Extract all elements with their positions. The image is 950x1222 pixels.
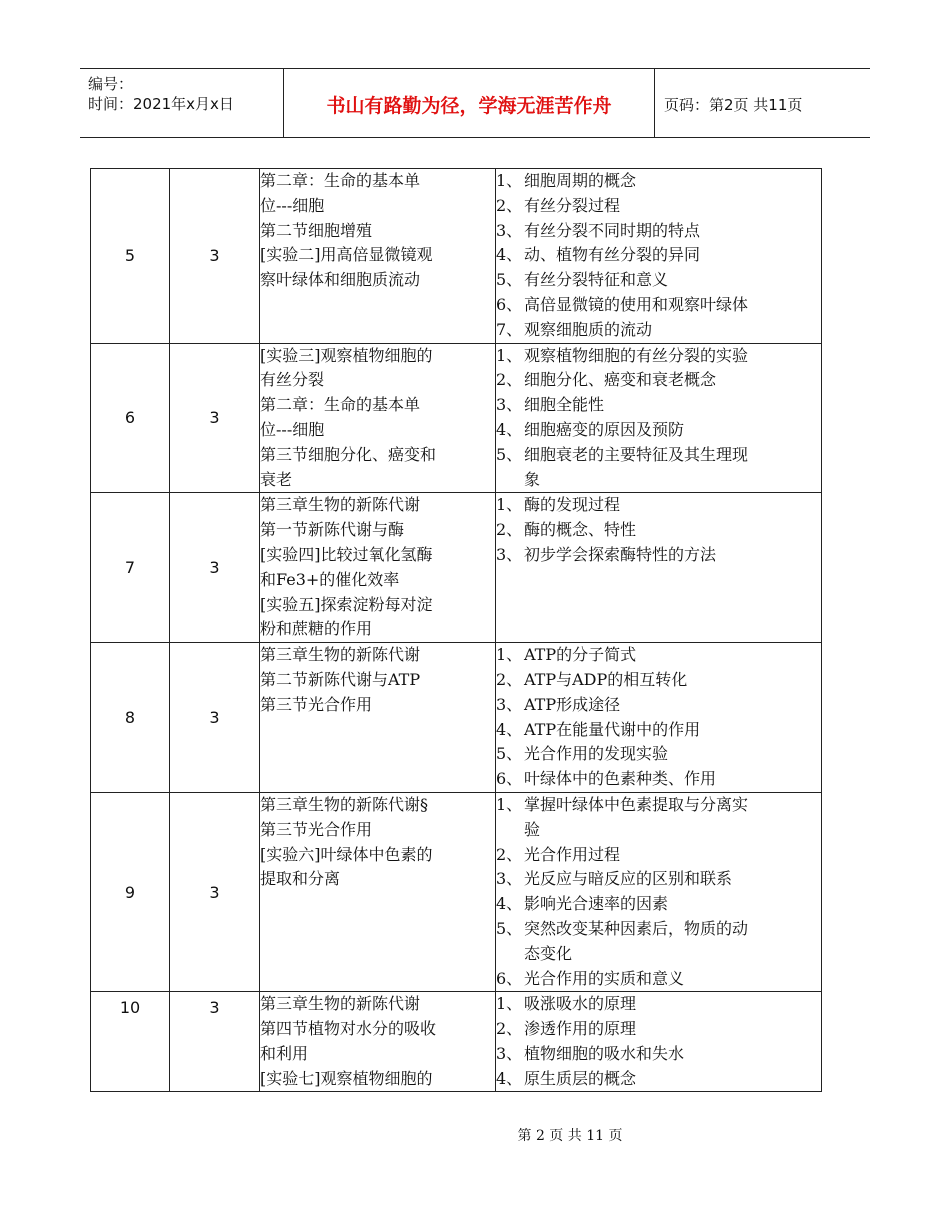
topic-line: 第二节新陈代谢与ATP: [260, 669, 421, 689]
key-point-item: [496, 742, 821, 767]
topic-line: 衰老: [260, 469, 293, 489]
topic-line: 有丝分裂: [260, 370, 325, 390]
key-points-cell: [496, 643, 822, 793]
hours-number: 3: [209, 558, 220, 578]
key-point-item: [496, 992, 821, 1017]
key-point-text: 有丝分裂特征和意义: [524, 270, 669, 290]
topic-cell: [260, 493, 496, 643]
topic-line: [实验六]叶绿体中色素的: [260, 844, 433, 864]
key-point-number: 7、: [496, 319, 523, 339]
topic-line: 提取和分离: [260, 869, 341, 889]
key-point-number: 5、: [496, 444, 523, 464]
key-point-text: ATP与ADP的相互转化: [524, 669, 688, 689]
key-point-number: 2、: [496, 669, 523, 689]
key-point-number: 3、: [496, 544, 523, 564]
topic-line: 位---细胞: [260, 195, 325, 215]
hours-cell: [170, 343, 260, 493]
week-cell: [91, 343, 170, 493]
hours-number: 3: [209, 998, 220, 1018]
key-point-number: 5、: [496, 270, 523, 290]
key-point-item: [496, 917, 821, 942]
topic-line: 第一节新陈代谢与酶: [260, 520, 405, 540]
hours-cell: [170, 169, 260, 344]
key-point-text: 突然改变某种因素后，物质的动: [524, 918, 749, 938]
key-point-number: 3、: [496, 1043, 523, 1063]
key-point-text: 渗透作用的原理: [524, 1019, 637, 1039]
key-point-number: 1、: [496, 345, 523, 365]
key-point-text: 初步学会探索酶特性的方法: [524, 544, 717, 564]
table-row: [91, 643, 822, 793]
header-page-info: 页码：第2页 共11页: [664, 96, 803, 114]
key-point-text: 细胞分化、癌变和衰老概念: [524, 370, 717, 390]
key-point-number: 5、: [496, 918, 523, 938]
key-point-item: [496, 368, 821, 393]
week-number: 7: [124, 558, 136, 578]
key-point-item: [496, 892, 821, 917]
key-point-text: ATP的分子简式: [524, 645, 637, 665]
topic-cell: [260, 169, 496, 344]
key-point-item: [496, 518, 821, 543]
week-number: 8: [124, 708, 136, 728]
week-number: 9: [124, 882, 136, 902]
topic-line: 和利用: [260, 1043, 309, 1063]
doc-number-label: 编号：: [88, 75, 134, 93]
week-number: 6: [124, 408, 136, 428]
hours-cell: [170, 792, 260, 991]
key-point-text: 影响光合速率的因素: [524, 894, 669, 914]
table-row: [91, 343, 822, 493]
key-point-number: 2、: [496, 844, 523, 864]
topic-line: 位---细胞: [260, 419, 325, 439]
key-point-item: [496, 693, 821, 718]
key-point-item: [496, 867, 821, 892]
week-cell: [91, 992, 170, 1092]
key-points-cell: [496, 792, 822, 991]
key-point-number: 1、: [496, 994, 523, 1014]
key-point-item: [496, 967, 821, 992]
key-point-item: [496, 243, 821, 268]
key-point-number: 3、: [496, 694, 523, 714]
key-point-continuation: 态变化: [524, 943, 573, 963]
key-point-text: 叶绿体中的色素种类、作用: [524, 769, 717, 789]
hours-cell: [170, 493, 260, 643]
key-point-number: 3、: [496, 395, 523, 415]
key-point-text: 细胞周期的概念: [524, 171, 637, 190]
doc-time-label: 时间：2021年x月x日: [88, 95, 234, 113]
topic-line: 第三节光合作用: [260, 819, 373, 839]
key-point-number: 4、: [496, 1068, 523, 1088]
key-point-number: 4、: [496, 719, 523, 739]
key-point-number: 4、: [496, 245, 523, 265]
key-point-number: 1、: [496, 171, 523, 190]
key-point-text: 光合作用的实质和意义: [524, 968, 685, 988]
table-row: [91, 169, 822, 344]
key-point-number: 3、: [496, 869, 523, 889]
key-point-text: 酶的发现过程: [524, 495, 621, 515]
topic-line: [实验二]用高倍显微镜观: [260, 245, 433, 265]
key-point-text: 酶的概念、特性: [524, 520, 637, 540]
page-footer: 第 2 页 共 11 页: [517, 1128, 623, 1144]
key-point-number: 2、: [496, 195, 523, 215]
key-point-item: [496, 718, 821, 743]
key-point-text: 吸涨吸水的原理: [524, 994, 637, 1014]
week-cell: [91, 792, 170, 991]
topic-line: [实验七]观察植物细胞的: [260, 1068, 433, 1088]
key-point-text: 光合作用的发现实验: [524, 744, 669, 764]
key-point-number: 2、: [496, 520, 523, 540]
topic-cell: [260, 643, 496, 793]
key-point-number: 1、: [496, 794, 523, 814]
key-point-text: 细胞衰老的主要特征及其生理现: [524, 444, 749, 464]
topic-line: 第三节光合作用: [260, 694, 373, 714]
topic-line: 第三节细胞分化、癌变和: [260, 444, 437, 464]
key-point-continuation: 验: [524, 819, 541, 839]
week-cell: [91, 493, 170, 643]
key-point-item: [496, 543, 821, 568]
schedule-table: [90, 168, 822, 1092]
week-number: 5: [124, 246, 136, 266]
key-point-item: [496, 293, 821, 318]
topic-line: 第三章生物的新陈代谢: [260, 994, 421, 1014]
key-points-cell: [496, 992, 822, 1092]
topic-line: 第二节细胞增殖: [260, 220, 373, 240]
hours-cell: [170, 992, 260, 1092]
hours-cell: [170, 643, 260, 793]
hours-number: 3: [209, 246, 220, 266]
key-point-number: 4、: [496, 894, 523, 914]
key-point-number: 4、: [496, 419, 523, 439]
topic-line: 第三章生物的新陈代谢: [260, 495, 421, 515]
key-points-cell: [496, 493, 822, 643]
key-point-item: [496, 1017, 821, 1042]
key-point-text: 光合作用过程: [524, 844, 621, 864]
key-point-number: 6、: [496, 769, 523, 789]
key-point-number: 2、: [496, 1019, 523, 1039]
topic-cell: [260, 343, 496, 493]
key-point-item: [496, 268, 821, 293]
key-point-text: 高倍显微镜的使用和观察叶绿体: [524, 294, 749, 314]
key-point-item: [496, 1042, 821, 1067]
key-point-text: ATP在能量代谢中的作用: [524, 719, 701, 739]
key-points-cell: [496, 169, 822, 344]
key-point-text: 有丝分裂不同时期的特点: [524, 220, 701, 240]
key-point-text: 动、植物有丝分裂的异同: [524, 245, 701, 265]
key-point-text: 细胞癌变的原因及预防: [524, 419, 685, 439]
key-point-item: [496, 393, 821, 418]
topic-line: 第二章：生命的基本单: [260, 171, 421, 190]
key-points-cell: [496, 343, 822, 493]
topic-cell: [260, 992, 496, 1092]
key-point-text: 掌握叶绿体中色素提取与分离实: [524, 794, 749, 814]
topic-line: [实验四]比较过氧化氢酶: [260, 544, 433, 564]
key-point-number: 2、: [496, 370, 523, 390]
hours-number: 3: [209, 408, 220, 428]
key-point-item: [496, 1067, 821, 1092]
key-point-number: 5、: [496, 744, 523, 764]
key-point-text: 细胞全能性: [524, 395, 605, 415]
topic-line: 粉和蔗糖的作用: [260, 619, 373, 639]
week-number: 10: [119, 998, 141, 1018]
key-point-item: [496, 793, 821, 818]
topic-line: 第二章：生命的基本单: [260, 395, 421, 415]
key-point-item: [496, 767, 821, 792]
key-point-item: [496, 643, 821, 668]
table-row: [91, 493, 822, 643]
key-point-text: 植物细胞的吸水和失水: [524, 1043, 685, 1063]
page-header: [80, 68, 870, 138]
key-point-text: 原生质层的概念: [524, 1068, 637, 1088]
key-point-number: 6、: [496, 294, 523, 314]
topic-line: 和Fe3+的催化效率: [260, 569, 400, 589]
key-point-item: [496, 843, 821, 868]
key-point-item: [496, 169, 821, 194]
header-divider-right: [654, 69, 655, 137]
header-motto: 书山有路勤为径，学海无涯苦作舟: [326, 95, 612, 117]
key-point-item: [496, 493, 821, 518]
topic-cell: [260, 792, 496, 991]
key-point-text: 光反应与暗反应的区别和联系: [524, 869, 733, 889]
key-point-item: [496, 318, 821, 343]
week-cell: [91, 643, 170, 793]
key-point-text: 观察植物细胞的有丝分裂的实验: [524, 345, 749, 365]
topic-line: 第三章生物的新陈代谢: [260, 645, 421, 665]
table-row: [91, 992, 822, 1092]
key-point-item: [496, 194, 821, 219]
key-point-continuation: 象: [524, 469, 541, 489]
key-point-number: 6、: [496, 968, 523, 988]
key-point-item: [496, 668, 821, 693]
key-point-number: 1、: [496, 645, 523, 665]
key-point-item: [496, 443, 821, 468]
topic-line: 第三章生物的新陈代谢§: [260, 794, 429, 814]
week-cell: [91, 169, 170, 344]
key-point-item: [496, 418, 821, 443]
key-point-number: 1、: [496, 495, 523, 515]
topic-line: 第四节植物对水分的吸收: [260, 1019, 437, 1039]
key-point-number: 3、: [496, 220, 523, 240]
table-row: [91, 792, 822, 991]
hours-number: 3: [209, 882, 220, 902]
hours-number: 3: [209, 708, 220, 728]
topic-line: [实验五]探索淀粉每对淀: [260, 594, 433, 614]
key-point-text: ATP形成途径: [524, 694, 621, 714]
topic-line: 察叶绿体和细胞质流动: [260, 270, 421, 290]
topic-line: [实验三]观察植物细胞的: [260, 345, 433, 365]
key-point-item: [496, 219, 821, 244]
key-point-text: 观察细胞质的流动: [524, 319, 653, 339]
key-point-item: [496, 344, 821, 369]
key-point-text: 有丝分裂过程: [524, 195, 621, 215]
